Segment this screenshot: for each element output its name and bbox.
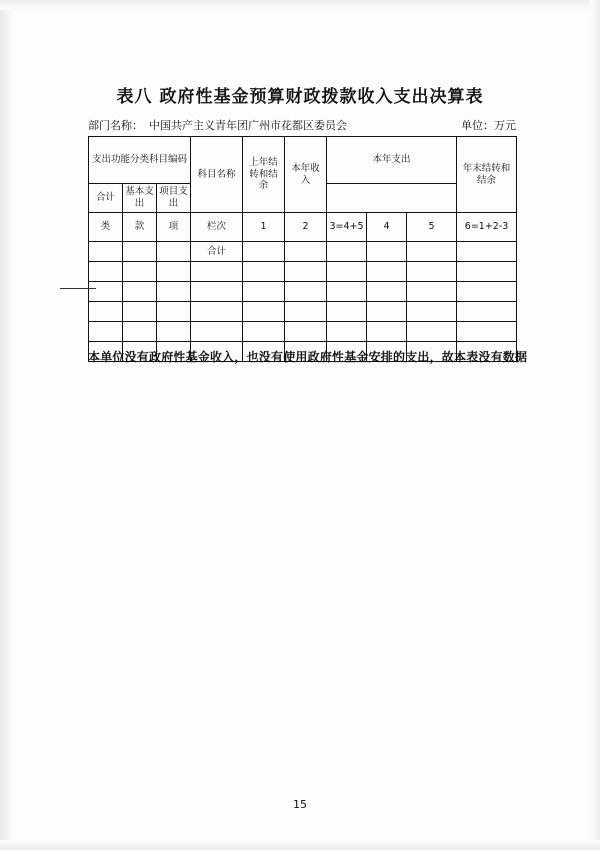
cell-total-label: 合计 [191, 242, 243, 262]
cell-basic [367, 302, 407, 322]
header-category: 类 [89, 213, 123, 242]
cell-section [123, 282, 157, 302]
cell-total-basic [367, 242, 407, 262]
cell-total-prior-carryover [243, 242, 285, 262]
department-label: 部门名称： [88, 119, 143, 132]
header-project-expenditure: 项目支出 [157, 184, 191, 213]
colnum-current-year-income: 2 [285, 213, 327, 242]
cell-section [123, 262, 157, 282]
header-total: 合计 [89, 184, 123, 213]
cell-category [89, 282, 123, 302]
colnum-basic-expenditure: 4 [367, 213, 407, 242]
cell-item [157, 282, 191, 302]
cell-total-year-end [457, 242, 517, 262]
cell-total-income [285, 242, 327, 262]
cell-prior-carryover [243, 262, 285, 282]
cell-expenditure-total [327, 282, 367, 302]
header-current-year-income: 本年收入 [285, 137, 327, 213]
colnum-prior-year-carryover: 1 [243, 213, 285, 242]
cell-basic [367, 322, 407, 342]
header-current-year-expenditure: 本年支出 [327, 137, 457, 184]
table-row [89, 302, 517, 322]
cell-item [157, 302, 191, 322]
scan-edge-right [590, 0, 600, 850]
cell-year-end [457, 282, 517, 302]
table-note: 本单位没有政府性基金收入，也没有使用政府性基金安排的支出，故本表没有数据 [88, 350, 528, 364]
cell-section [123, 302, 157, 322]
table-row [89, 262, 517, 282]
cell-income [285, 322, 327, 342]
cell-total-item [157, 242, 191, 262]
cell-category [89, 262, 123, 282]
cell-total-category [89, 242, 123, 262]
cell-project [407, 302, 457, 322]
cell-section [123, 322, 157, 342]
header-prior-year-carryover: 上年结转和结余 [243, 137, 285, 213]
cell-basic [367, 282, 407, 302]
cell-subject-name [191, 302, 243, 322]
colnum-project-expenditure: 5 [407, 213, 457, 242]
cell-category [89, 302, 123, 322]
cell-project [407, 262, 457, 282]
cell-expenditure-total [327, 302, 367, 322]
cell-project [407, 282, 457, 302]
scan-edge-top [0, 0, 600, 10]
cell-expenditure-total [327, 262, 367, 282]
cell-year-end [457, 302, 517, 322]
page-title: 表八 政府性基金预算财政拨款收入支出决算表 [116, 87, 484, 107]
colnum-total: 3=4+5 [327, 213, 367, 242]
scan-edge-bottom [0, 840, 600, 850]
cell-subject-name [191, 322, 243, 342]
cell-total-section [123, 242, 157, 262]
table-row-total [89, 242, 517, 262]
cell-subject-name [191, 262, 243, 282]
header-item: 项 [157, 213, 191, 242]
unit-label: 单位：万元 [461, 119, 516, 132]
table-header-row-1 [89, 137, 517, 184]
cell-prior-carryover [243, 282, 285, 302]
cell-subject-name [191, 282, 243, 302]
cell-year-end [457, 262, 517, 282]
header-column-label: 栏次 [191, 213, 243, 242]
header-basic-expenditure: 基本支出 [123, 184, 157, 213]
cell-prior-carryover [243, 322, 285, 342]
table-header-row-3 [89, 213, 517, 242]
cell-project [407, 322, 457, 342]
scan-artifact-line [60, 288, 96, 289]
budget-table [88, 136, 517, 362]
cell-total-project [407, 242, 457, 262]
meta-row [88, 117, 516, 133]
cell-income [285, 282, 327, 302]
table-row [89, 322, 517, 342]
cell-item [157, 322, 191, 342]
cell-expenditure-total [327, 322, 367, 342]
cell-income [285, 302, 327, 322]
table-row [89, 282, 517, 302]
scan-edge-left [0, 0, 14, 850]
department-field [88, 117, 347, 133]
cell-income [285, 262, 327, 282]
colnum-year-end-carryover: 6=1+2-3 [457, 213, 517, 242]
cell-year-end [457, 322, 517, 342]
cell-basic [367, 262, 407, 282]
department-value: 中国共产主义青年团广州市花都区委员会 [149, 119, 347, 132]
cell-item [157, 262, 191, 282]
cell-category [89, 322, 123, 342]
cell-total-expenditure-total [327, 242, 367, 262]
header-subject-name: 科目名称 [191, 137, 243, 213]
header-expenditure-function-code: 支出功能分类科目编码 [89, 137, 191, 184]
header-year-end-carryover: 年末结转和结余 [457, 137, 517, 213]
page-number: 15 [293, 798, 307, 811]
header-section: 款 [123, 213, 157, 242]
cell-prior-carryover [243, 302, 285, 322]
